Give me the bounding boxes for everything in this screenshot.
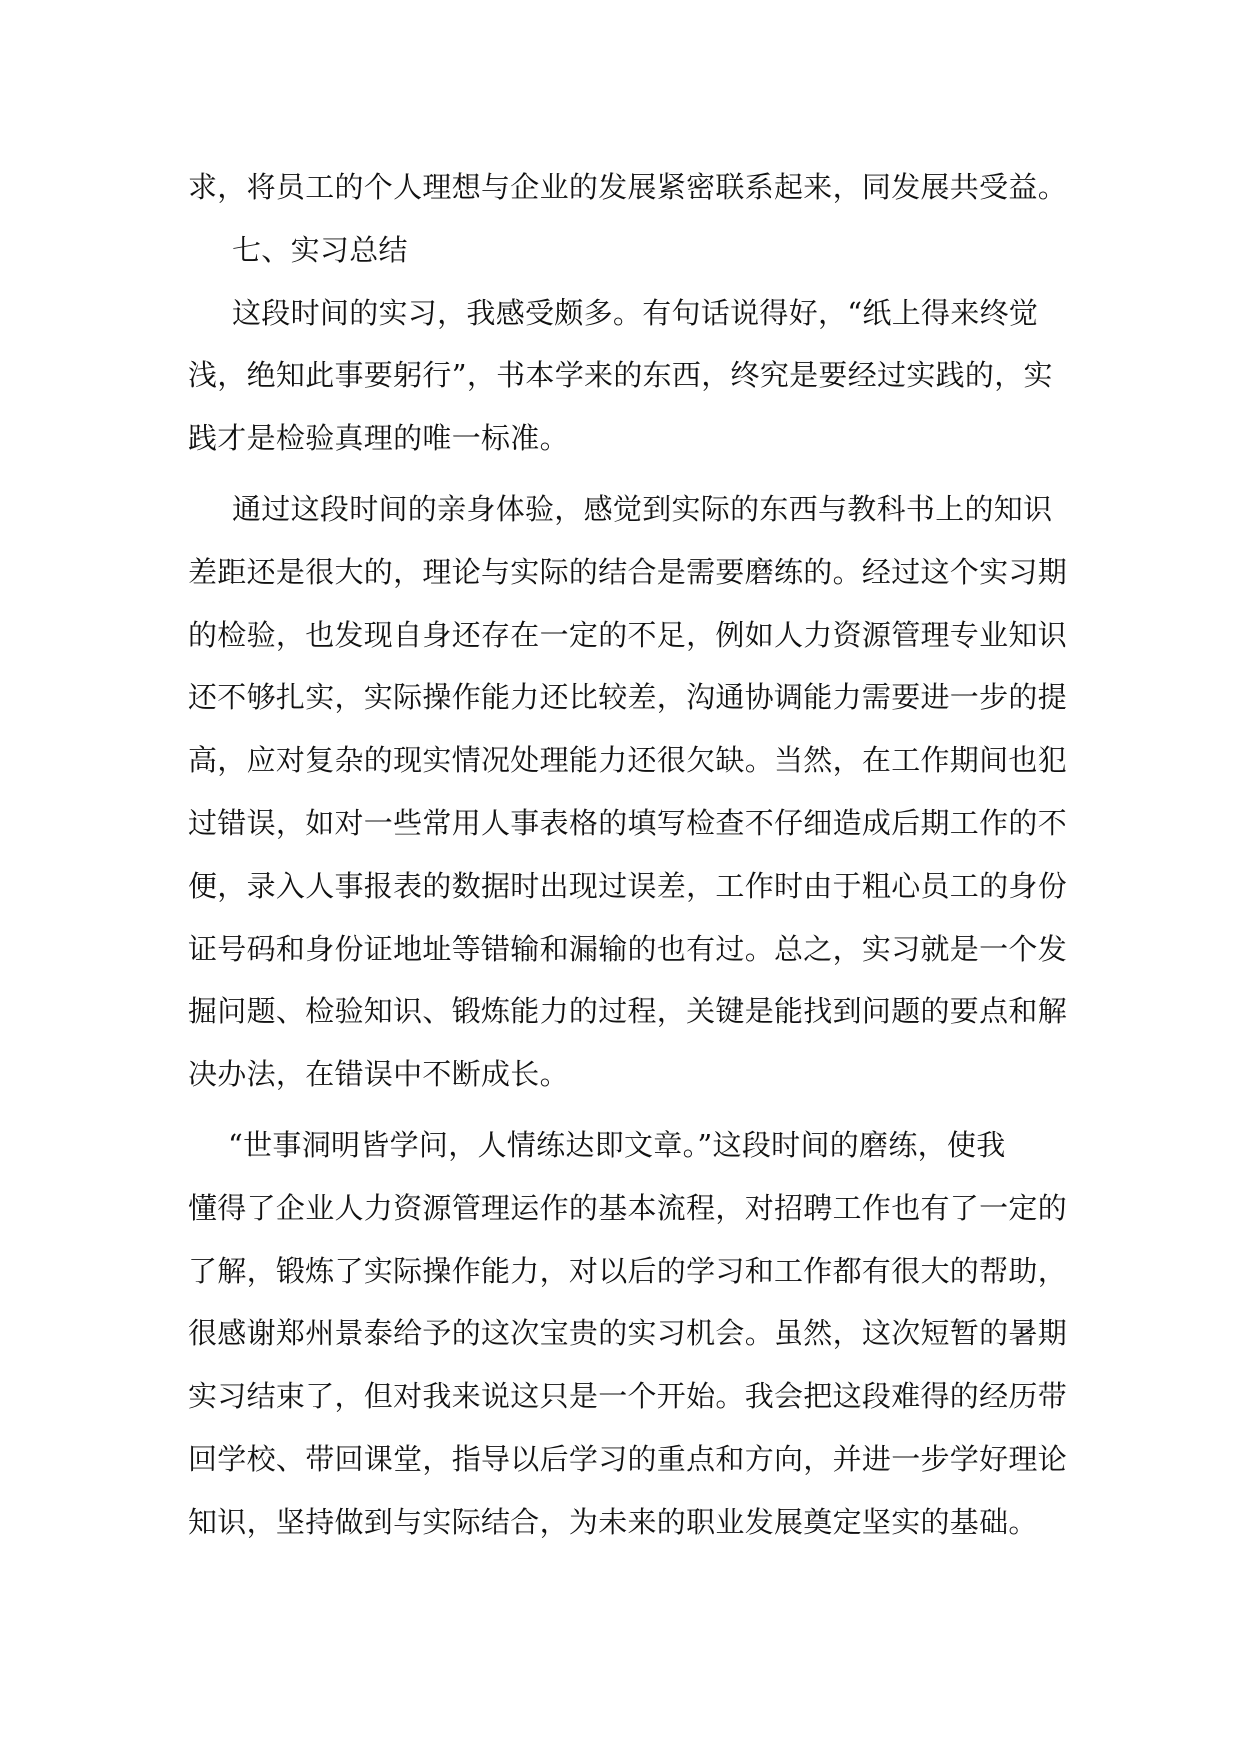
paragraph-line: 过错误，如对一些常用人事表格的填写检查不仔细造成后期工作的不 [188,805,1068,840]
paragraph-line: 回学校、带回课堂，指导以后学习的重点和方向，并进一步学好理论 [188,1441,1068,1476]
paragraph-line: 求，将员工的个人理想与企业的发展紧密联系起来，同发展共受益。 [188,170,1068,204]
paragraph-line: 掘问题、检验知识、锻炼能力的过程，关键是能找到问题的要点和解 [188,994,1068,1029]
paragraph-line: 很感谢郑州景泰给予的这次宝贵的实习机会。虽然，这次短暂的暑期 [188,1316,1068,1351]
paragraph-line: 高，应对复杂的现实情况处理能力还很欠缺。当然，在工作期间也犯 [188,743,1068,778]
paragraph-line: 践才是检验真理的唯一标准。 [188,421,569,456]
paragraph-line: 证号码和身份证地址等错输和漏输的也有过。总之，实习就是一个发 [188,931,1068,966]
paragraph-line: 浅，绝知此事要躬行”，书本学来的东西，终究是要经过实践的，实 [188,358,1053,393]
paragraph-line: 了解，锻炼了实际操作能力，对以后的学习和工作都有很大的帮助， [188,1253,1068,1288]
paragraph-line: 懂得了企业人力资源管理运作的基本流程，对招聘工作也有了一定的 [188,1190,1068,1225]
paragraph-line: 实习结束了，但对我来说这只是一个开始。我会把这段难得的经历带 [188,1379,1068,1414]
paragraph-line: 通过这段时间的亲身体验，感觉到实际的东西与教科书上的知识 [232,491,1053,526]
paragraph-line: 这段时间的实习，我感受颇多。有句话说得好，“纸上得来终觉 [232,295,1039,330]
paragraph-line: 知识，坚持做到与实际结合，为未来的职业发展奠定坚实的基础。 [188,1504,1038,1539]
section-heading: 七、实习总结 [232,232,408,267]
paragraph-line: 还不够扎实，实际操作能力还比较差，沟通协调能力需要进一步的提 [188,680,1068,715]
paragraph-line: 决办法，在错误中不断成长。 [188,1057,569,1092]
paragraph-line: 便，录入人事报表的数据时出现过误差，工作时由于粗心员工的身份 [188,868,1068,903]
paragraph-line: “世事洞明皆学问，人情练达即文章。”这段时间的磨练，使我 [228,1127,1006,1162]
paragraph-line: 差距还是很大的，理论与实际的结合是需要磨练的。经过这个实习期 [188,554,1068,589]
paragraph-line: 的检验，也发现自身还存在一定的不足，例如人力资源管理专业知识 [188,617,1068,652]
document-body [188,156,1068,1554]
